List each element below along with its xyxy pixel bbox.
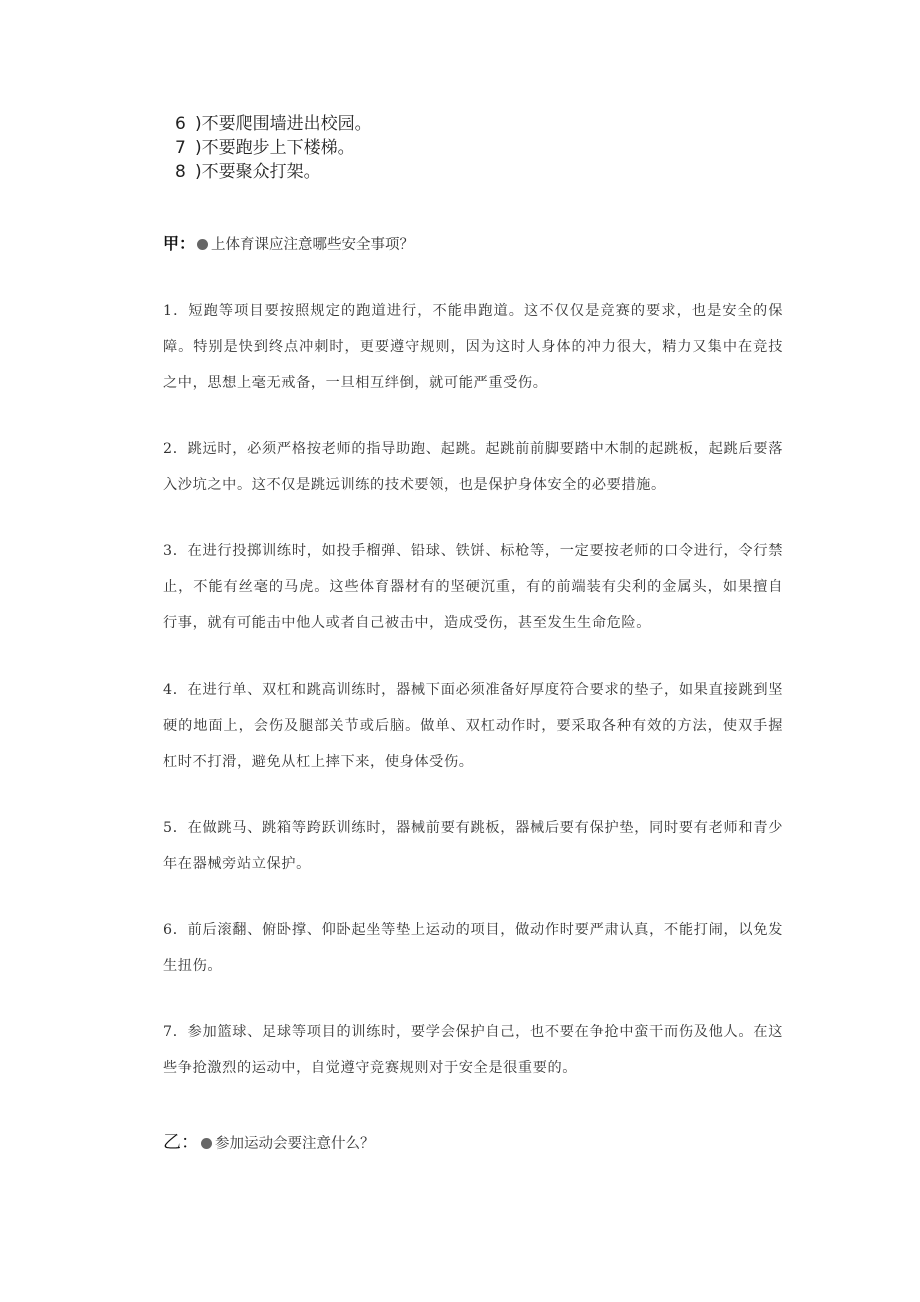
- list-item: [175, 136, 372, 160]
- section-b-title: 参加运动会要注意什么？: [215, 1136, 375, 1152]
- list-item: [175, 160, 372, 184]
- paragraph: 4．在进行单、双杠和跳高训练时，器械下面必须准备好厚度符合要求的垫子，如果直接跳到坚硬的地面上，会伤及腿部关节或后脑。做单、双杠动作时，要采取各种有效的方法，使双手握杠时不打滑，避免从杠上摔下来，使身体受伤。: [163, 682, 783, 770]
- paragraph: 7．参加篮球、足球等项目的训练时，要学会保护自己，也不要在争抢中蛮干而伤及他人。在这些争抢激烈的运动中，自觉遵守竞赛规则对于安全是很重要的。: [163, 1024, 783, 1076]
- rule-list: [175, 112, 372, 184]
- paragraph: 1．短跑等项目要按照规定的跑道进行，不能串跑道。这不仅仅是竞赛的要求，也是安全的保障。特别是快到终点冲刺时，更要遵守规则，因为这时人身体的冲力很大，精力又集中在竞技之中，思想上毫无戒备，一旦相互绊倒，就可能严重受伤。: [163, 303, 783, 391]
- rule-text: )不要聚众打架。: [195, 162, 321, 182]
- list-item: [175, 112, 372, 136]
- section-a-title: 上体育课应注意哪些安全事项？: [211, 237, 415, 253]
- section-a-heading: [163, 231, 414, 254]
- rule-number: 8: [175, 162, 186, 182]
- rule-text: )不要跑步上下楼梯。: [195, 138, 355, 158]
- paragraph: 3．在进行投掷训练时，如投手榴弹、铅球、铁饼、标枪等，一定要按老师的口令进行，令行禁止，不能有丝毫的马虎。这些体育器材有的坚硬沉重，有的前端装有尖利的金属头，如果擅自行事，就有可能击中他人或者自己被击中，造成受伤，甚至发生生命危险。: [163, 543, 783, 631]
- paragraph: 2．跳远时，必须严格按老师的指导助跑、起跳。起跳前前脚要踏中木制的起跳板，起跳后要落入沙坑之中。这不仅是跳远训练的技术要领，也是保护身体安全的必要措施。: [163, 441, 783, 493]
- section-b-heading: [163, 1128, 375, 1154]
- rule-number: 7: [175, 138, 186, 158]
- paragraph: 5．在做跳马、跳箱等跨跃训练时，器械前要有跳板，器械后要有保护垫，同时要有老师和青少年在器械旁站立保护。: [163, 820, 783, 872]
- rule-number: 6: [175, 114, 186, 134]
- paragraph: 6．前后滚翻、俯卧撑、仰卧起坐等垫上运动的项目，做动作时要严肃认真，不能打闹，以免发生扭伤。: [163, 922, 783, 974]
- bullet-icon: [197, 239, 208, 250]
- section-a-prefix: 甲：: [163, 234, 196, 253]
- bullet-icon: [201, 1138, 212, 1149]
- section-b-prefix: 乙：: [163, 1132, 199, 1153]
- rule-text: )不要爬围墙进出校园。: [195, 114, 372, 134]
